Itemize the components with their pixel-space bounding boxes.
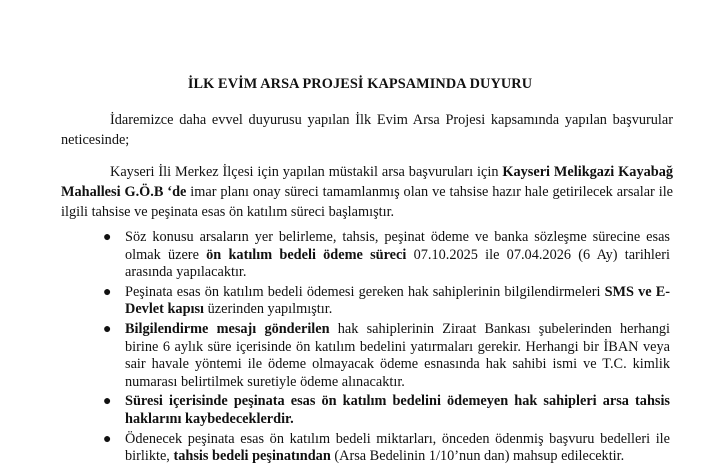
list-item-bold: SMS ve E-Devlet kapısı xyxy=(125,283,671,318)
bullet-icon: ● xyxy=(103,394,112,410)
bullet-icon: ● xyxy=(103,321,112,337)
list-item-text: Peşinata esas ön katılım bedeli ödemesi gereken hak sahiplerinin bilgilendirmeleri xyxy=(125,283,605,300)
announcement-list xyxy=(103,229,671,465)
bullet-icon: ● xyxy=(103,284,112,300)
list-item-text: üzerinden yapılmıştır. xyxy=(204,301,333,318)
bullet-icon: ● xyxy=(103,431,112,447)
list-item xyxy=(103,229,670,282)
list-item-bold: Bilgilendirme mesajı gönderilen xyxy=(125,320,330,337)
list-item xyxy=(103,430,670,465)
list-item-text: hak sahiplerinin Ziraat Bankası şubelerinden herhangi birine 6 aylık süre içerisinde ön katılım bedelini yatırmaları gerekir. Herhangi bir İBAN veya sair havale yöntemi ile ödeme olmayacak ödeme esnasında hak sahibi ismi ve T.C. kimlik numarası belirtilmek suretiyle ödeme alınacaktır. xyxy=(125,320,671,390)
document-title: İLK EVİM ARSA PROJESİ KAPSAMINDA DUYURU xyxy=(187,76,533,92)
paragraph-text: Kayseri İli Merkez İlçesi için yapılan müstakil arsa başvuruları için xyxy=(110,164,503,180)
list-item-text: 07.10.2025 ile 07.04.2026 (6 Ay) tarihleri arasında yapılacaktır. xyxy=(125,246,670,281)
intro-paragraph: İdaremizce daha evvel duyurusu yapılan İlk Evim Arsa Projesi kapsamında yapılan başvurular neticesinde; xyxy=(61,112,673,148)
list-item xyxy=(103,283,671,319)
bullet-icon: ● xyxy=(103,230,112,245)
list-item-bold: Süresi içerisinde peşinata esas ön katılım bedelini ödemeyen hak sahipleri arsa tahsis haklarını kaybedeceklerdir. xyxy=(125,393,670,427)
announcement-paragraph xyxy=(61,162,673,222)
list-item xyxy=(103,320,671,391)
paragraph-text: imar planı onay süreci tamamlanmış olan ve tahsise hazır hale getirilecek arsalar ile ilgili tahsise ve peşinata esas ön katılım süreci başlamıştır. xyxy=(61,184,674,220)
list-item-text: Söz konusu arsaların yer belirleme, tahsis, peşinat ödeme ve banka sözleşme sürecine esas olmak üzere xyxy=(125,229,670,263)
paragraph-bold-location: Kayseri Melikgazi Kayabağ Mahallesi G.Ö.B ‘de xyxy=(61,164,673,200)
list-item-text: Ödenecek peşinata esas ön katılım bedeli miktarları, önceden ödenmiş başvuru bedelleri ile birlikte, xyxy=(125,430,670,465)
list-item xyxy=(103,393,670,428)
list-item-text: (Arsa Bedelinin 1/10’nun dan) mahsup edilecektir. xyxy=(330,448,625,465)
list-item-bold: tahsis bedeli peşinatından xyxy=(173,448,331,465)
list-item-bold: ön katılım bedeli ödeme süreci xyxy=(206,246,407,263)
